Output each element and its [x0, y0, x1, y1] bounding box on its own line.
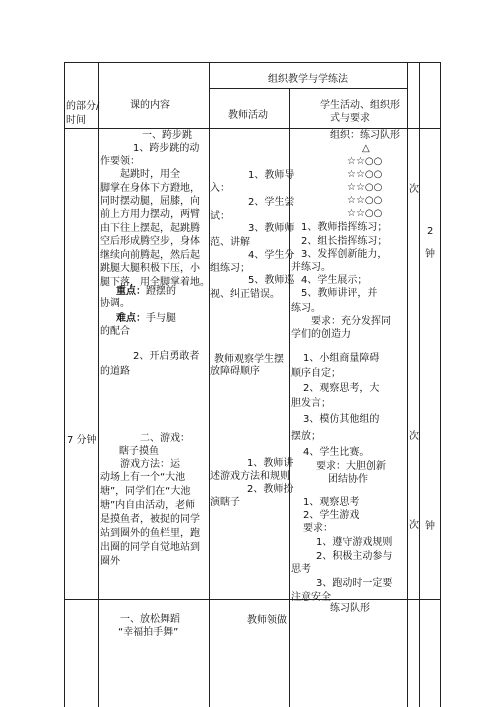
content-p2-line2: 的道路	[100, 366, 130, 377]
content-line: 出圈的同学自觉地站到	[100, 542, 200, 553]
difficulty-label: 难点：	[116, 313, 146, 324]
teacher-game-2: 述游戏方法和规则	[210, 471, 290, 482]
student-step: 要求：充分发挥同	[291, 316, 391, 327]
student-game-req: 思考	[291, 564, 311, 575]
student-triangle: △	[362, 143, 370, 154]
student-bottom-label: 练习队形	[330, 603, 370, 614]
student-step: 4、学生展示；	[301, 275, 368, 286]
formation-row: ☆☆○○	[347, 169, 383, 180]
section-divider	[64, 599, 441, 600]
student-game-req: 2、积极主动参与	[316, 551, 393, 562]
teacher-line: 入：	[210, 183, 230, 194]
student-step: 学们的创造力	[291, 329, 351, 340]
content-p1-title: 一、跨步跳	[142, 130, 192, 141]
game-name: 瞎子摸鱼	[119, 446, 159, 457]
content-line: 作要领：	[100, 156, 140, 167]
student-game-req: 3、跑动时一定要	[316, 578, 393, 589]
student-step2: 摆放；	[291, 431, 321, 442]
content-p1-block	[100, 155, 210, 289]
student-step: 3、发挥创新能力，	[301, 249, 388, 260]
formation-row: ☆☆○○	[347, 156, 383, 167]
student-step2: 胆发言；	[291, 398, 331, 409]
student-step: 1、教师指挥练习；	[301, 222, 388, 233]
header-section-time: 的部分/时间	[66, 101, 100, 126]
student-step: 2、组长指挥练习；	[301, 236, 388, 247]
content-line: 游戏方法：运	[100, 459, 180, 470]
teacher-line: 试：	[210, 211, 230, 222]
teacher-lead: 教师领做	[247, 615, 287, 626]
student-step2: 2、观察思考，大	[303, 383, 380, 394]
content-line: 由下往上摆起，起跳腾	[100, 223, 200, 234]
table-border-right	[440, 62, 441, 707]
content-p1-sub: 1、跨步跳的动	[133, 143, 200, 154]
student-game-step: 1、观察思考	[303, 497, 360, 508]
table-border-top	[64, 62, 441, 63]
student-game-step: 要求：	[303, 523, 333, 534]
difficulty-text: 手与腿	[146, 313, 176, 324]
teacher-game-4: 演瞎子	[210, 497, 240, 508]
teacher-line: 范、讲解	[210, 237, 250, 248]
header-student-activity-2: 式与要求	[330, 113, 370, 124]
header-sub-divider	[209, 88, 407, 89]
dance-name: “幸福拍手舞”	[118, 627, 179, 638]
teacher-line: 1、教师导	[248, 170, 295, 181]
teacher-line: 视、纠正错误。	[210, 289, 280, 300]
teacher-line: 3、教师师	[248, 223, 295, 234]
student-game-step: 2、学生游戏	[303, 510, 360, 521]
header-student-activity-1: 学生活动、组织形	[320, 100, 400, 111]
count-times-2: 次	[409, 431, 419, 442]
header-lesson-content: 课的内容	[130, 100, 170, 111]
teacher-line: 2、学生尝	[248, 197, 295, 208]
teacher-game-1: 1、教师讲	[247, 458, 294, 469]
formation-row: ☆☆○○	[347, 208, 383, 219]
student-step: 练习。	[291, 303, 321, 314]
key-point	[116, 286, 176, 298]
header-methods-title: 组织教学与学练法	[268, 74, 348, 85]
teacher-observe-1: 教师观察学生摆	[214, 354, 284, 365]
formation-row: ☆☆○○	[347, 195, 383, 206]
student-step2: 4、学生比赛。	[303, 447, 370, 458]
student-org-label: 组织：练习队形	[330, 130, 400, 141]
student-step2: 3、模仿其他组的	[303, 414, 380, 425]
student-step2: 1、小组商量障碍	[303, 353, 380, 364]
key-point-label: 重点：	[116, 286, 146, 297]
student-step2: 顺序自定；	[291, 368, 341, 379]
col-divider-minutes	[419, 62, 420, 707]
difficulty	[116, 313, 176, 325]
minutes-number: 2	[427, 226, 434, 237]
student-step: 5、教师讲评，并	[301, 288, 378, 299]
content-line: 继续向前腾起，然后起	[100, 250, 200, 261]
minutes-unit-2: 钟	[425, 521, 435, 532]
difficulty-line2: 的配合	[100, 326, 130, 337]
minutes-unit: 钟	[425, 249, 435, 260]
formation-row: ☆☆○○	[347, 182, 383, 193]
header-teacher-activity: 教师活动	[228, 110, 268, 121]
content-line: 前上方用力摆动，两臂	[100, 209, 200, 220]
content-line: 动场上有一个“大池	[100, 472, 186, 483]
content-p2-line1: 2、开启勇敢者	[133, 351, 200, 362]
teacher-line: 组练习；	[210, 263, 250, 274]
student-req2-1: 要求：大胆创新	[316, 461, 386, 472]
student-req2-2: 团结协作	[328, 474, 368, 485]
student-game-req: 注意安全	[291, 592, 331, 603]
count-times-3: 次	[409, 520, 419, 531]
content-line: 塘”，同学们在“大池	[100, 486, 191, 497]
teacher-game-3: 2、教师扮	[247, 484, 294, 495]
key-point-line2: 协调。	[100, 298, 130, 309]
game-method-block	[100, 459, 200, 569]
student-game-req: 1、遵守游戏规则	[316, 537, 393, 548]
count-times-1: 次	[409, 184, 419, 195]
content-line: 塘”内自由活动，老师	[100, 500, 196, 511]
col-divider-count	[407, 62, 408, 707]
content-line: 同时摆动腿，屈膝，向	[100, 196, 200, 207]
dance-title: 一、放松舞蹈	[120, 614, 180, 625]
content-line: 是摸鱼者，被捉的同学	[100, 514, 200, 525]
content-line: 跳腿大腿积极下压，小	[100, 263, 200, 274]
content-line: 腿下落，用全脚掌着地。	[100, 277, 210, 288]
key-point-text: 蹬摆的	[146, 286, 176, 297]
content-line: 站到圈外的鱼栏里，跑	[100, 528, 200, 539]
teacher-line: 4、学生分	[248, 250, 295, 261]
col-divider-content	[98, 62, 99, 707]
content-line: 起跳时，用全	[100, 169, 180, 180]
student-step: 并练习。	[291, 262, 331, 273]
game-title: 二、游戏：	[140, 433, 190, 444]
header-bottom-line	[64, 128, 441, 129]
teacher-line: 5、教师巡	[248, 275, 295, 286]
content-line: 脚掌在身体下方蹬地，	[100, 183, 200, 194]
time-label: 7 分钟	[67, 435, 97, 446]
teacher-observe-2: 放障碍顺序	[210, 366, 260, 377]
content-line: 圈外	[100, 556, 120, 567]
content-line: 空后形成腾空步，身体	[100, 236, 200, 247]
table-border-left	[64, 62, 65, 707]
